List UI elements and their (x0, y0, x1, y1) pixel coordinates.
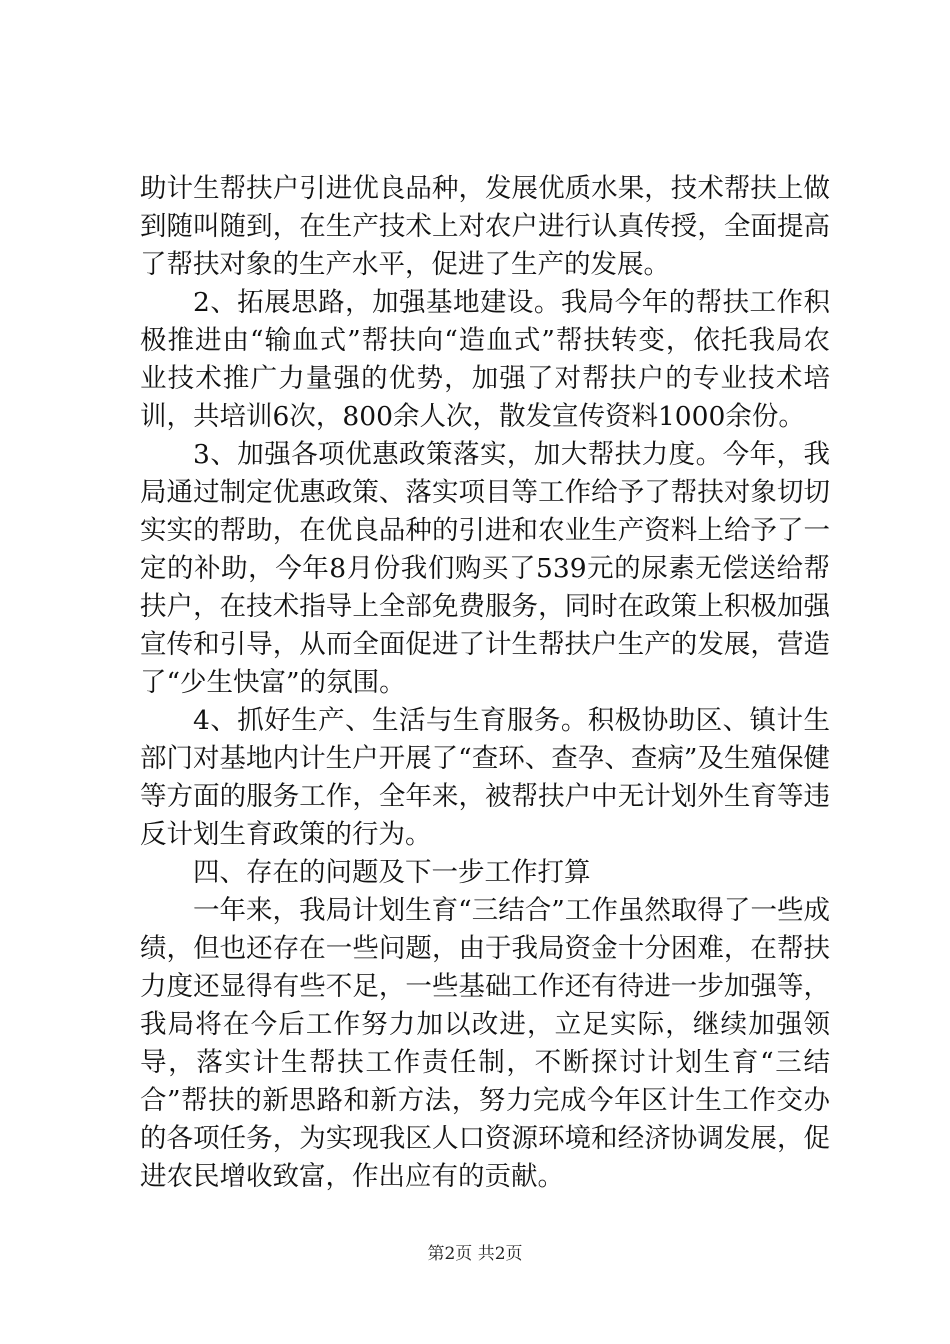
document-body (140, 170, 830, 1196)
paragraph-summary: 一年来，我局计划生育“三结合”工作虽然取得了一些成绩，但也还存在一些问题，由于我局资金十分困难，在帮扶力度还显得有些不足，一些基础工作还有待进一步加强等，我局将在今后工作努力加以改进，立足实际，继续加强领导，落实计生帮扶工作责任制，不断探讨计划生育“三结合”帮扶的新思路和新方法，努力完成今年区计生工作交办的各项任务，为实现我区人口资源环境和经济协调发展，促进农民增收致富，作出应有的贡献。 (140, 895, 830, 1192)
section-heading: 四、存在的问题及下一步工作打算 (193, 857, 591, 888)
paragraph-item-2: 2、拓展思路，加强基地建设。我局今年的帮扶工作积极推进由“输血式”帮扶向“造血式”帮扶转变，依托我局农业技术推广力量强的优势，加强了对帮扶户的专业技术培训，共培训6次，800余人次，散发宣传资料1000余份。 (140, 287, 830, 432)
page-number-footer: 第2页 共2页 (427, 1244, 523, 1264)
paragraph-item-4: 4、抓好生产、生活与生育服务。积极协助区、镇计生部门对基地内计生户开展了“查环、查孕、查病”及生殖保健等方面的服务工作，全年来，被帮扶户中无计划外生育等违反计划生育政策的行为。 (140, 705, 830, 850)
paragraph-item-3: 3、加强各项优惠政策落实，加大帮扶力度。今年，我局通过制定优惠政策、落实项目等工作给予了帮扶对象切切实实的帮助，在优良品种的引进和农业生产资料上给予了一定的补助，今年8月份我们购买了539元的尿素无偿送给帮扶户，在技术指导上全部免费服务，同时在政策上积极加强宣传和引导，从而全面促进了计生帮扶户生产的发展，营造了“少生快富”的氛围。 (140, 439, 830, 698)
paragraph-continuation: 助计生帮扶户引进优良品种，发展优质水果，技术帮扶上做到随叫随到，在生产技术上对农户进行认真传授，全面提高了帮扶对象的生产水平，促进了生产的发展。 (140, 173, 830, 280)
